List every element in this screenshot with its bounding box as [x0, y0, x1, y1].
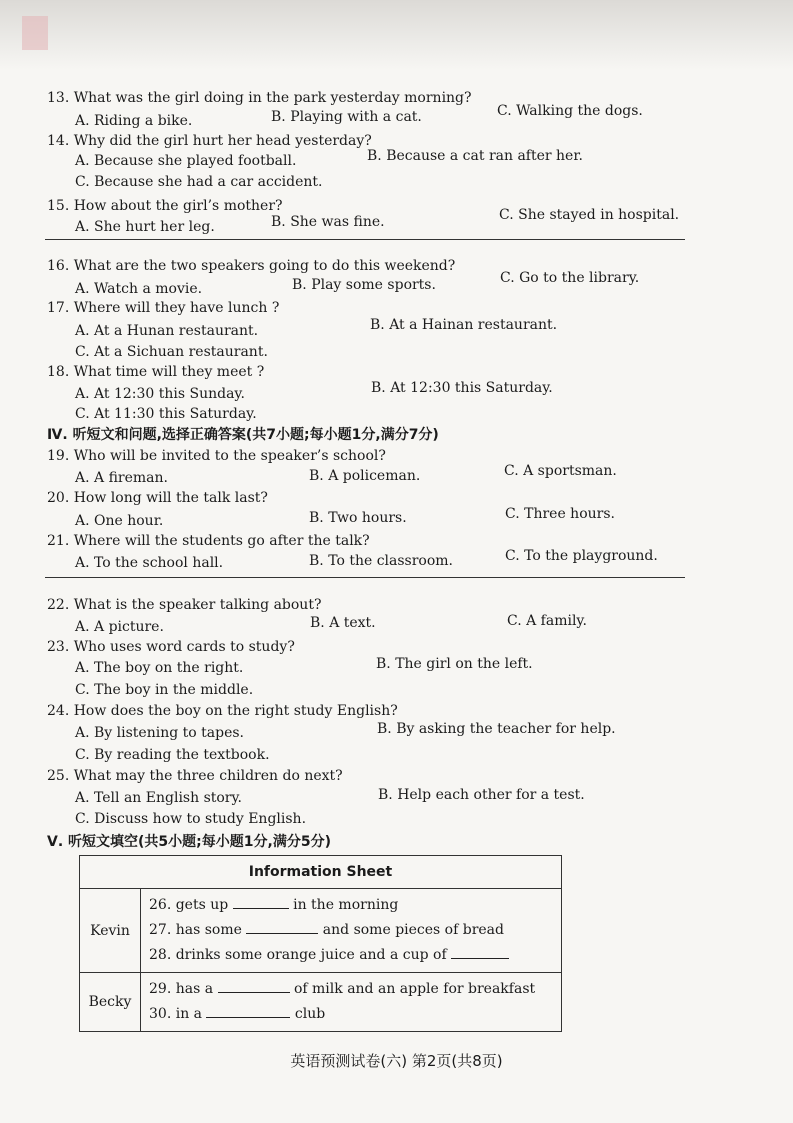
q16-option-b: B. Play some sports. [292, 277, 436, 293]
q17-option-a: A. At a Hunan restaurant. [75, 323, 259, 339]
question-24: 24. How does the boy on the right study English? [47, 703, 398, 719]
q15-option-c: C. She stayed in hospital. [499, 207, 680, 223]
information-sheet-title: Information Sheet [80, 856, 562, 889]
q13-option-c: C. Walking the dogs. [497, 103, 643, 119]
question-14: 14. Why did the girl hurt her head yesterday? [47, 133, 372, 149]
q20-option-c: C. Three hours. [505, 506, 615, 522]
blank-26[interactable] [233, 896, 289, 909]
q20-option-b: B. Two hours. [309, 510, 407, 526]
q13-option-b: B. Playing with a cat. [271, 109, 422, 125]
item-29: 29. has a of milk and an apple for breakfast [149, 981, 536, 997]
q14-option-a: A. Because she played football. [75, 153, 297, 169]
question-23: 23. Who uses word cards to study? [47, 639, 295, 655]
question-22: 22. What is the speaker talking about? [47, 597, 322, 613]
q24-option-a: A. By listening to tapes. [75, 725, 244, 741]
question-17: 17. Where will they have lunch ? [47, 300, 280, 316]
blank-29[interactable] [218, 980, 290, 993]
becky-label: Becky [80, 973, 141, 1032]
q22-option-a: A. A picture. [75, 619, 164, 635]
q25-option-b: B. Help each other for a test. [378, 787, 585, 803]
question-15: 15. How about the girl’s mother? [47, 198, 283, 214]
section-v-heading: Ⅴ. 听短文填空(共5小题;每小题1分,满分5分) [47, 834, 331, 850]
q19-option-a: A. A fireman. [75, 470, 168, 486]
blank-30[interactable] [206, 1005, 290, 1018]
q24-option-c: C. By reading the textbook. [75, 747, 270, 763]
q24-option-b: B. By asking the teacher for help. [377, 721, 616, 737]
q19-option-c: C. A sportsman. [504, 463, 617, 479]
q16-option-a: A. Watch a movie. [75, 281, 203, 297]
q15-option-b: B. She was fine. [271, 214, 385, 230]
item-30: 30. in a club [149, 1006, 326, 1022]
item-28: 28. drinks some orange juice and a cup of [149, 943, 553, 968]
q15-option-a: A. She hurt her leg. [75, 219, 215, 235]
q23-option-a: A. The boy on the right. [75, 660, 244, 676]
question-25: 25. What may the three children do next? [47, 768, 343, 784]
blank-28[interactable] [451, 946, 509, 959]
q14-option-c: C. Because she had a car accident. [75, 174, 323, 190]
item-27: 27. has some and some pieces of bread [149, 922, 504, 938]
q23-option-b: B. The girl on the left. [376, 656, 533, 672]
question-13: 13. What was the girl doing in the park yesterday morning? [47, 90, 472, 106]
q14-option-b: B. Because a cat ran after her. [367, 148, 583, 164]
q21-option-c: C. To the playground. [505, 548, 658, 564]
information-sheet-table [79, 855, 562, 1032]
question-20: 20. How long will the talk last? [47, 490, 268, 506]
q25-option-c: C. Discuss how to study English. [75, 811, 307, 827]
q25-option-a: A. Tell an English story. [75, 790, 243, 806]
item-26: 26. gets up in the morning [149, 897, 399, 913]
blank-27[interactable] [246, 921, 318, 934]
q22-option-b: B. A text. [310, 615, 376, 631]
kevin-entries [141, 889, 562, 973]
q18-option-a: A. At 12:30 this Sunday. [75, 386, 245, 402]
q21-option-a: A. To the school hall. [75, 555, 224, 571]
becky-entries [141, 973, 562, 1032]
section-divider [45, 577, 685, 578]
q18-option-c: C. At 11:30 this Saturday. [75, 406, 257, 422]
question-19: 19. Who will be invited to the speaker’s school? [47, 448, 386, 464]
q21-option-b: B. To the classroom. [309, 553, 454, 569]
q13-option-a: A. Riding a bike. [75, 113, 193, 129]
q19-option-b: B. A policeman. [309, 468, 421, 484]
q16-option-c: C. Go to the library. [500, 270, 640, 286]
q20-option-a: A. One hour. [75, 513, 164, 529]
q17-option-c: C. At a Sichuan restaurant. [75, 344, 268, 360]
section-divider [45, 239, 685, 240]
question-18: 18. What time will they meet ? [47, 364, 265, 380]
q17-option-b: B. At a Hainan restaurant. [370, 317, 558, 333]
page-footer: 英语预测试卷(六) 第2页(共8页) [290, 1052, 503, 1070]
section-iv-heading: Ⅳ. 听短文和问题,选择正确答案(共7小题;每小题1分,满分7分) [47, 427, 439, 443]
question-21: 21. Where will the students go after the talk? [47, 533, 370, 549]
q22-option-c: C. A family. [507, 613, 587, 629]
question-16: 16. What are the two speakers going to do this weekend? [47, 258, 456, 274]
q23-option-c: C. The boy in the middle. [75, 682, 254, 698]
q18-option-b: B. At 12:30 this Saturday. [371, 380, 553, 396]
kevin-label: Kevin [80, 889, 141, 973]
